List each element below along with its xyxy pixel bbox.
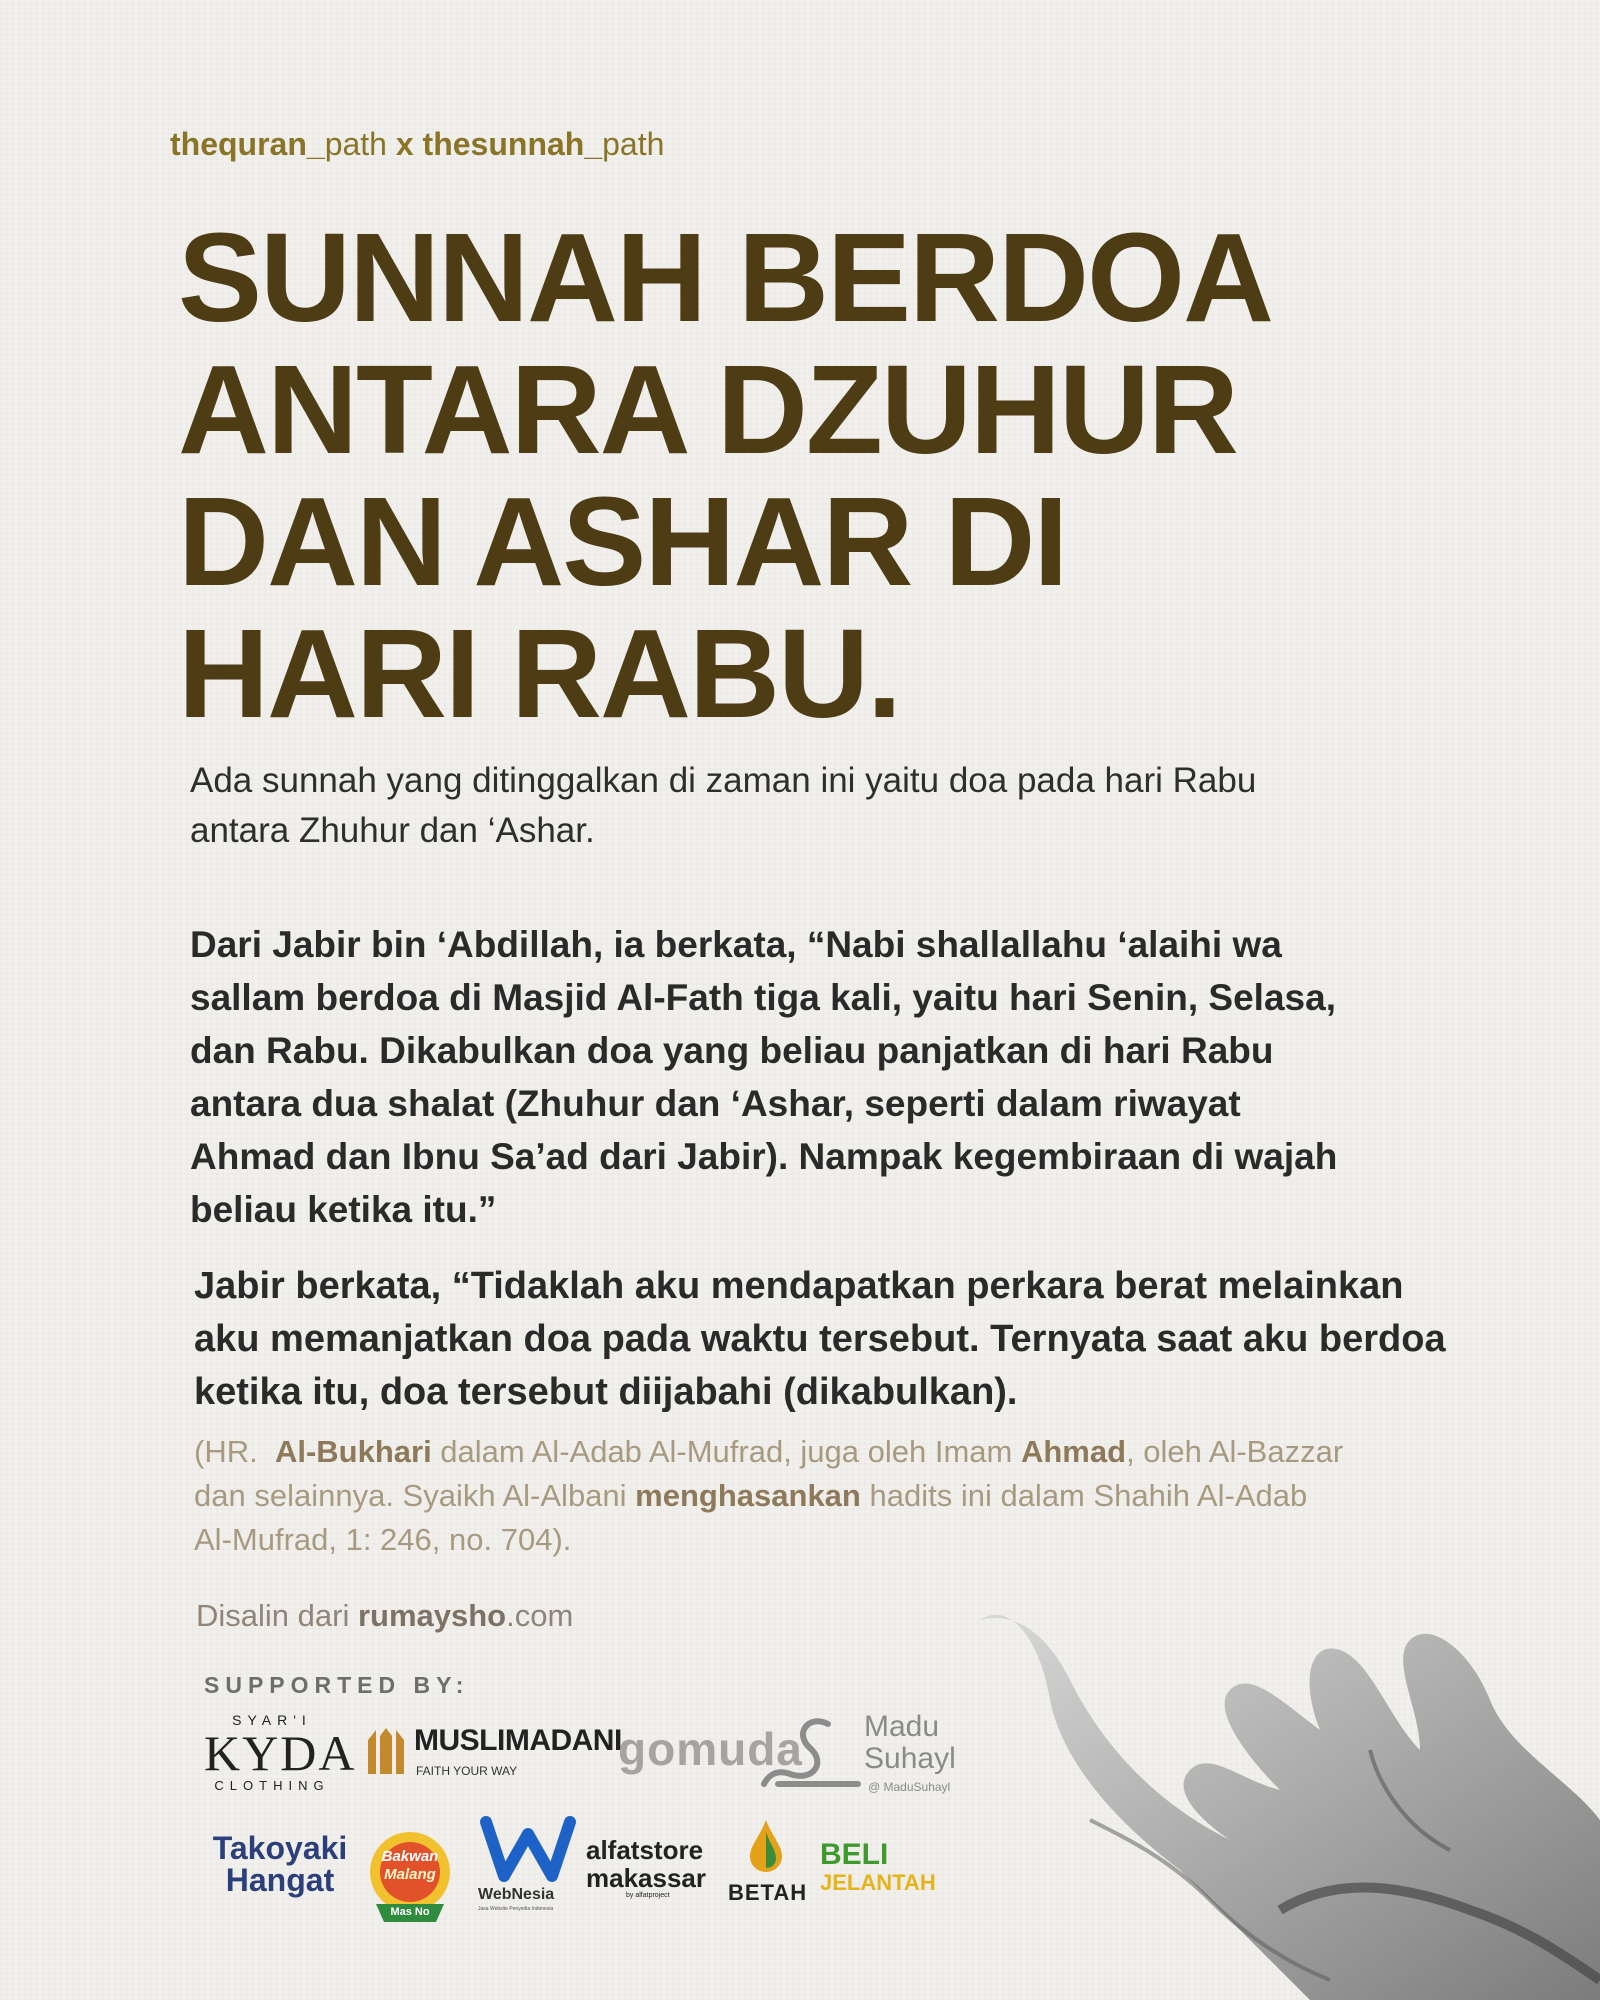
kyda-logo — [204, 1712, 357, 1793]
betah-name: BETAH — [728, 1880, 808, 1905]
muslimadani-tagline: FAITH YOUR WAY — [416, 1764, 518, 1778]
webnesia-tagline: Jasa Website Penyedia Indonesia — [478, 1906, 554, 1912]
betah-logo — [728, 1818, 808, 1918]
muslimadani-logo — [364, 1722, 622, 1784]
ref-text: hadits ini dalam Shahih Al-Adab Al-Mufrad, 1: 246, no. 704). — [194, 1478, 1308, 1557]
beli-line: BELI — [820, 1838, 889, 1871]
bakwan-line1: Bakwan — [381, 1848, 439, 1865]
ref-text: dalam Al-Adab Al-Mufrad, juga oleh Imam — [431, 1434, 1021, 1469]
title-line: ANTARA DZUHUR — [178, 339, 1237, 480]
source-prefix: Disalin dari — [196, 1598, 358, 1633]
title-line: HARI RABU. — [178, 603, 900, 744]
page-title — [178, 207, 1378, 744]
alfatstore-line1: alfatstore — [586, 1835, 704, 1865]
ref-ahmad: Ahmad — [1020, 1434, 1127, 1469]
ref-text: , oleh Al-Bazzar dan selainnya. Syaikh Al-Albani — [194, 1434, 1344, 1513]
bakwan-line3: Mas No — [390, 1906, 430, 1918]
kyda-top: SYAR'I — [232, 1712, 312, 1728]
hadith-paragraph: Dari Jabir bin ‘Abdillah, ia berkata, “Nabi shallallahu ‘alaihi wa sallam berdoa di Masjid Al-Fath tiga kali, yaitu hari Senin, Selasa, dan Rabu. Dikabulkan doa yang beliau panjatkan di hari Rabu antara dua shalat (Zhuhur dan ‘Ashar, seperti dalam riwayat Ahmad dan Ibnu Sa’ad dari Jabir). Nampak kegembiraan di wajah beliau ketika itu.” — [190, 924, 1338, 1230]
hadith-reference — [194, 1430, 1344, 1562]
webnesia-name: WebNesia — [478, 1886, 555, 1903]
oil-drop-icon — [746, 1818, 786, 1874]
bakwan-malang-logo — [366, 1826, 454, 1926]
jelantah-line: JELANTAH — [820, 1870, 936, 1895]
alfatstore-tagline: by alfatproject — [626, 1892, 670, 1899]
brand-sunnah-bold: thesunnah_ — [422, 126, 603, 162]
madu-line2: Suhayl — [864, 1742, 956, 1775]
ref-hasan: menghasankan — [635, 1478, 861, 1513]
brand-sunnah-light: path — [602, 126, 665, 162]
title-line: DAN ASHAR DI — [178, 471, 1067, 612]
beli-jelantah-logo — [820, 1840, 950, 1896]
brand-quran-light: path — [324, 126, 387, 162]
ref-bukhari: Al-Bukhari — [274, 1434, 432, 1469]
brand-separator: x — [386, 126, 423, 162]
kyda-name: KYDA — [204, 1725, 357, 1781]
madu-script-icon — [758, 1714, 868, 1794]
madu-handle: @ MaduSuhayl — [868, 1780, 951, 1794]
bakwan-line2: Malang — [384, 1866, 436, 1883]
muslimadani-mark-icon — [364, 1726, 408, 1778]
alfatstore-line2: makassar — [586, 1863, 706, 1893]
title-line: SUNNAH BERDOA — [178, 207, 1273, 348]
intro-paragraph: Ada sunnah yang ditinggalkan di zaman ini yaitu doa pada hari Rabu antara Zhuhur dan ‘Ashar. — [190, 761, 1257, 850]
muslimadani-name: MUSLIMADANI — [414, 1724, 622, 1757]
webnesia-logo — [474, 1814, 584, 1914]
supported-by-label: SUPPORTED BY: — [204, 1672, 470, 1698]
takoyaki-logo — [206, 1832, 354, 1896]
webnesia-w-icon — [478, 1814, 578, 1884]
source-credit — [196, 1598, 573, 1634]
gomuda-logo: gomuda — [618, 1723, 803, 1775]
takoyaki-line2: Hangat — [225, 1862, 335, 1898]
madu-line1: Madu — [864, 1710, 940, 1743]
brand-quran-bold: thequran_ — [170, 126, 325, 162]
alfatstore-logo — [586, 1836, 716, 1899]
praying-hands-illustration — [950, 1580, 1600, 2000]
kyda-bottom: CLOTHING — [214, 1778, 330, 1793]
brand-line — [170, 126, 664, 163]
takoyaki-line1: Takoyaki — [212, 1830, 348, 1866]
ref-text: (HR. — [194, 1434, 275, 1469]
madu-suhayl-logo — [758, 1710, 978, 1800]
jabir-quote: Jabir berkata, “Tidaklah aku mendapatkan perkara berat melainkan aku memanjatkan doa pada waktu tersebut. Ternyata saat aku berdoa ketika itu, doa tersebut diijabahi (dikabulkan). — [194, 1265, 1446, 1413]
source-site[interactable]: rumaysho — [357, 1598, 507, 1633]
source-tld: .com — [506, 1598, 574, 1633]
